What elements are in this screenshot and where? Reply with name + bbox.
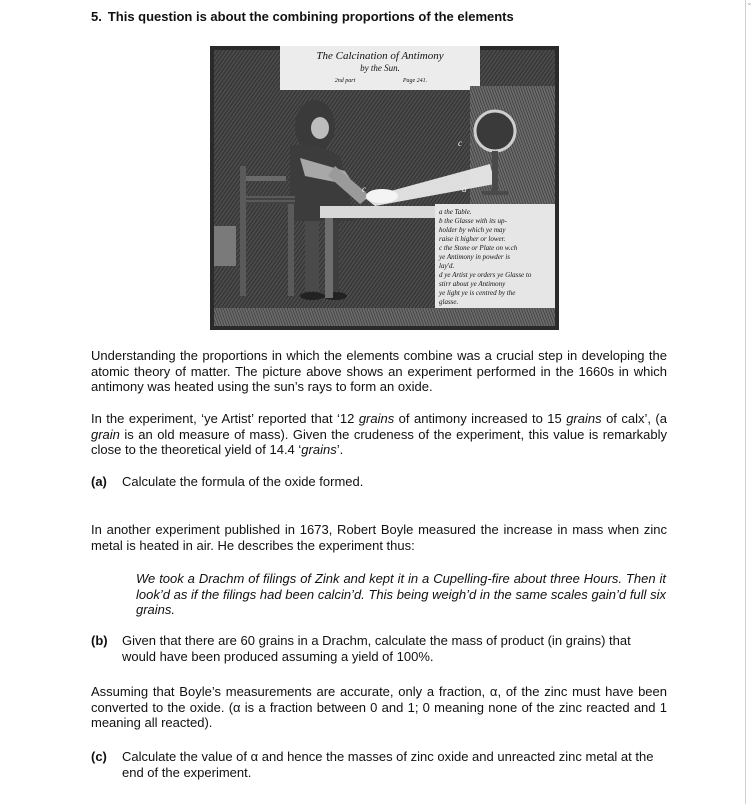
part-c — [91, 749, 667, 781]
key-line: raise it higher or lower. — [439, 235, 506, 243]
question-title: This question is about the combining proportions of the elements — [107, 9, 514, 24]
page-edge-line — [745, 0, 746, 804]
key-line: glasse. — [439, 298, 459, 306]
label-c-glass: c — [458, 138, 462, 148]
part-b — [91, 633, 667, 665]
key-line: ye Antimony in powder is — [439, 253, 511, 261]
page-corner-mark: ⌄ — [746, 0, 753, 7]
boyle-paragraph: In another experiment published in 1673, Robert Boyle measured the increase in mass when zinc metal is heated in air. He describes the experiment thus: — [91, 522, 667, 553]
experiment-paragraph: In the experiment, ‘ye Artist’ reported that ‘12 grains of antimony increased to 15 grains of calx’, (a grain is an old measure of mass). Given the crudeness of the experiment, this value is remarkably close to the theoretical yield of 14.4 ‘grains’. — [91, 411, 667, 457]
key-line: lay'd. — [439, 262, 455, 270]
key-line: holder by which ye may — [439, 226, 506, 234]
key-line: stirr about ye Antimony — [439, 280, 506, 288]
intro-paragraph: Understanding the proportions in which the elements combine was a crucial step in developing the atomic theory of matter. The picture above shows an experiment performed in the 1660s in which antimony was heated using the sun’s rays to form an oxide. — [91, 348, 667, 394]
key-line: a the Table. — [439, 208, 472, 216]
part-a-text: Calculate the formula of the oxide formed. — [122, 474, 364, 489]
alpha-paragraph: Assuming that Boyle’s measurements are accurate, only a fraction, α, of the zinc must have been converted to the oxide. (α is a fraction between 0 and 1; 0 meaning none of the zinc reacted and 1 meaning all reacted). — [91, 684, 667, 730]
key-line: d ye Artist ye orders ye Glasse to — [439, 271, 532, 279]
label-c-plate: c — [362, 184, 366, 194]
part-b-text: Given that there are 60 grains in a Drachm, calculate the mass of product (in grains) that would have been produced assuming a yield of 100%. — [122, 633, 631, 664]
part-a — [91, 474, 667, 490]
key-line: c the Stone or Plate on w.ch — [439, 244, 518, 252]
caption-page: Page 241. — [402, 78, 428, 84]
question-heading — [91, 9, 514, 24]
part-c-text: Calculate the value of α and hence the masses of zinc oxide and unreacted zinc metal at the end of the experiment. — [122, 749, 654, 780]
boyle-quote: We took a Drachm of filings of Zink and kept it in a Cupelling-fire about three Hours. Then it look’d as if the filings had been calcin’d. This being weigh’d in the same scales gain’d full six grains. — [136, 571, 666, 617]
antimony-engraving-image — [210, 46, 559, 330]
label-a-table: a — [462, 184, 467, 194]
part-c-label: (c) — [91, 749, 107, 764]
part-a-label: (a) — [91, 474, 107, 489]
key-line: b the Glasse with its up- — [439, 217, 507, 225]
key-line: ye light ye is centred by the — [439, 289, 516, 297]
question-number: 5. — [91, 9, 102, 24]
part-b-label: (b) — [91, 633, 108, 648]
caption-part: 2nd part — [334, 78, 356, 84]
caption-subtitle: by the Sun. — [360, 63, 400, 73]
caption-title: The Calcination of Antimony — [316, 50, 444, 62]
